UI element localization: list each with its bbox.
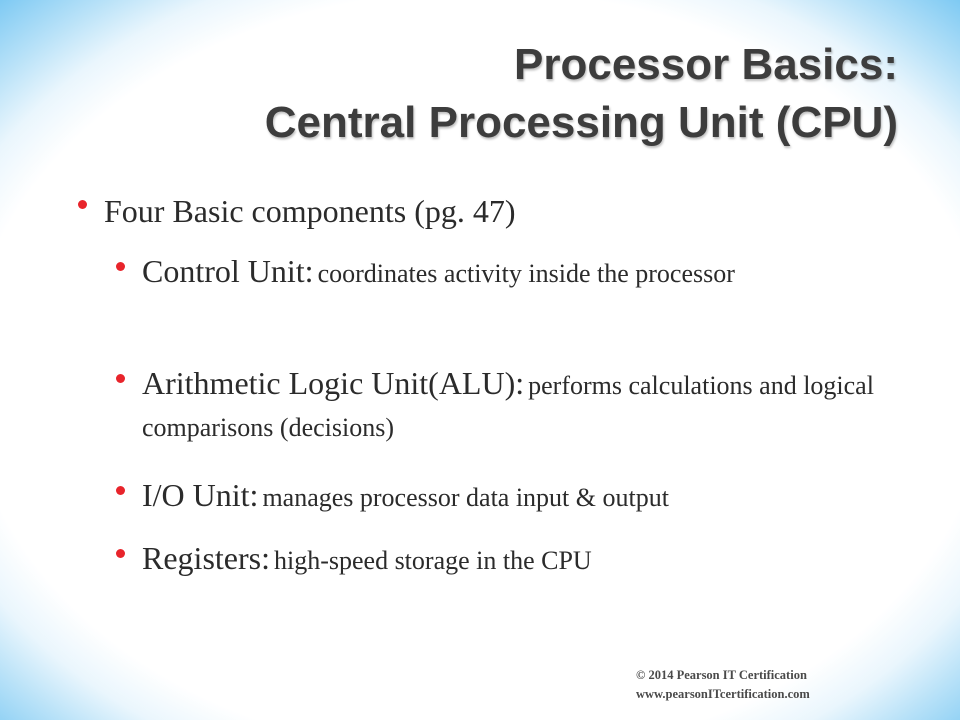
- sub-bullet-control-unit: [142, 252, 902, 297]
- sub-bullet-term: Control Unit:: [142, 253, 314, 289]
- bullet-dot: [116, 374, 125, 383]
- bullet-dot: [116, 549, 125, 558]
- sub-bullet-description: coordinates activity inside the processor: [317, 259, 735, 288]
- slide-title-line-1: Processor Basics:: [514, 40, 898, 89]
- sub-bullet-description: high-speed storage in the CPU: [273, 546, 592, 575]
- bullet-dot: [116, 262, 125, 271]
- copyright-footer: [636, 666, 810, 704]
- sub-bullet-term: Arithmetic Logic Unit(ALU):: [142, 365, 525, 401]
- sub-bullet-registers: [142, 539, 902, 584]
- bullet-dot: [78, 200, 87, 209]
- sub-bullet-io-unit: [142, 476, 902, 521]
- main-bullet-text: Four Basic components (pg. 47): [104, 193, 516, 229]
- sub-bullet-description: performs calculations and logical comparisons (decisions): [142, 371, 874, 442]
- sub-bullet-term: Registers:: [142, 540, 270, 576]
- sub-bullet-alu: [142, 364, 882, 451]
- website-text: www.pearsonITcertification.com: [636, 687, 810, 701]
- slide-title-line-2: Central Processing Unit (CPU): [264, 98, 898, 147]
- copyright-text: © 2014 Pearson IT Certification: [636, 668, 807, 682]
- sub-bullet-description: manages processor data input & output: [262, 483, 669, 512]
- sub-bullet-term: I/O Unit:: [142, 477, 259, 513]
- bullet-dot: [116, 486, 125, 495]
